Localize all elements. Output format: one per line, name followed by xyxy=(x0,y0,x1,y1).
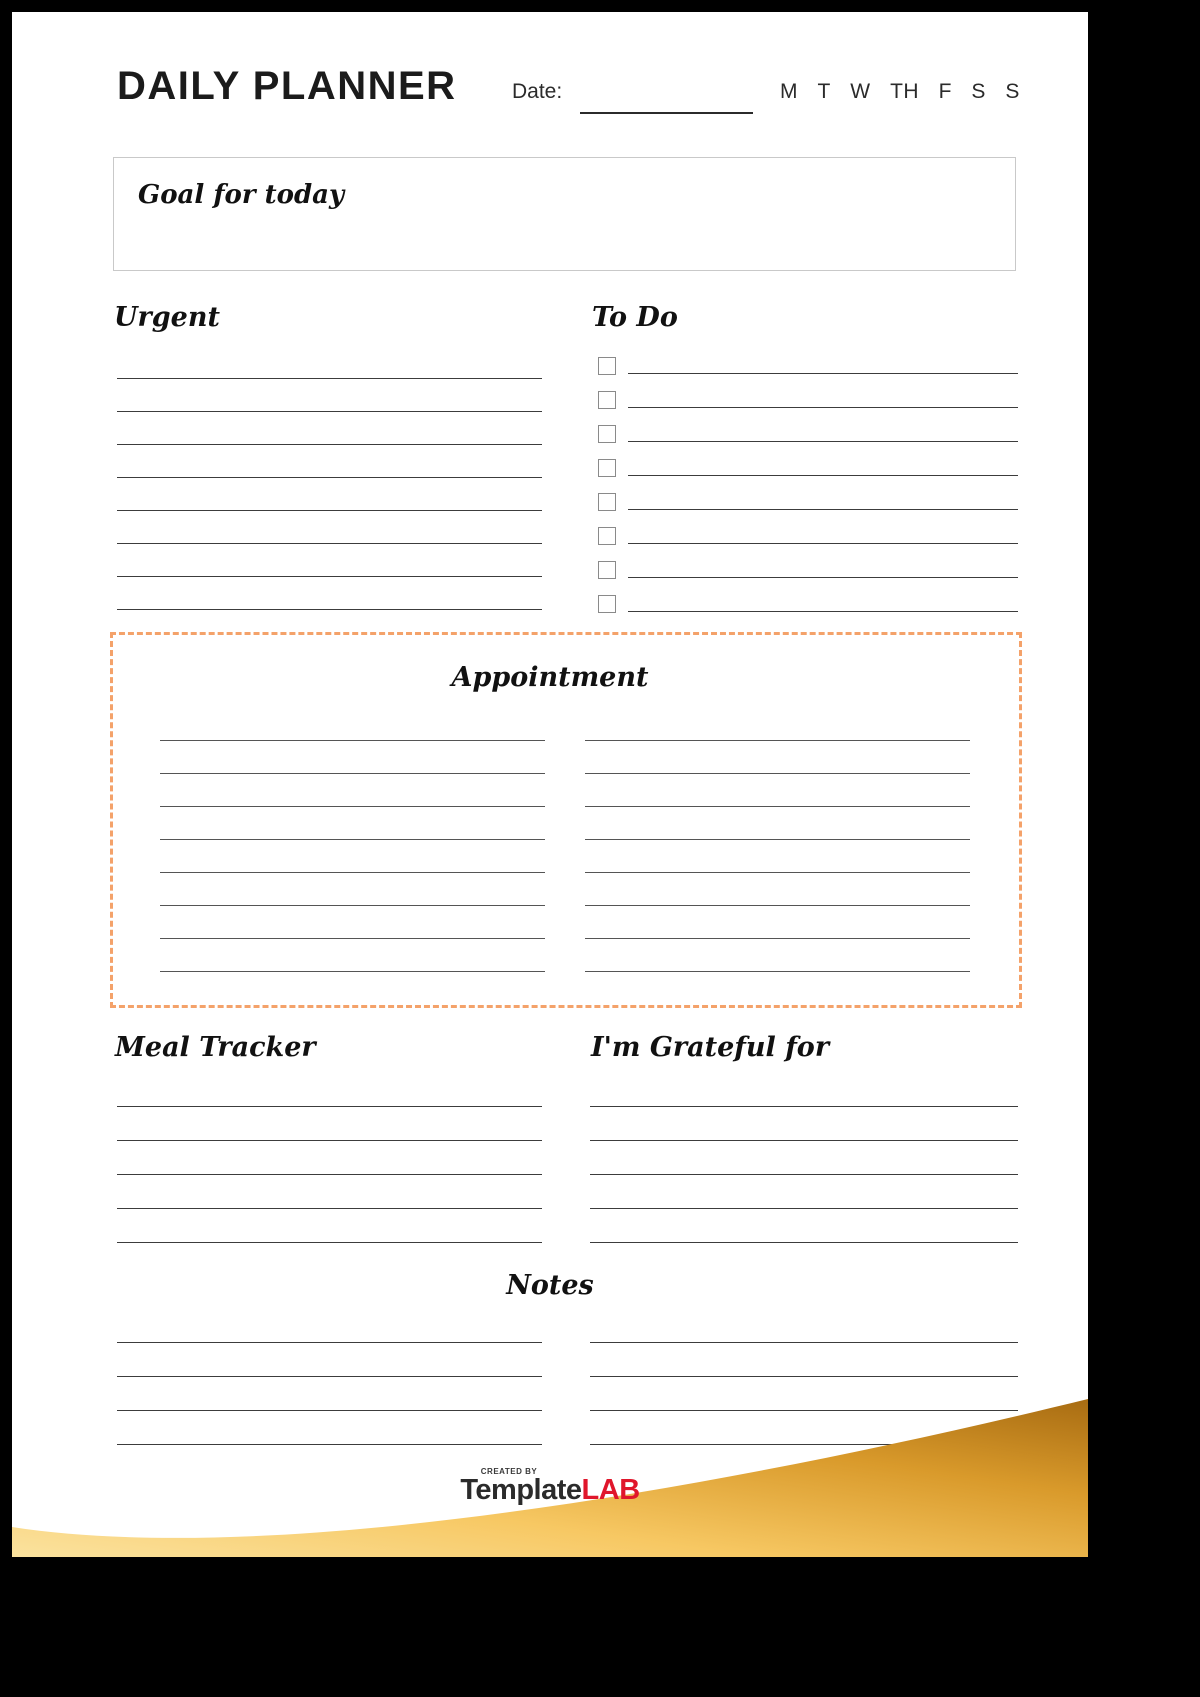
appointment-line-right[interactable] xyxy=(585,740,970,741)
appointment-line-right[interactable] xyxy=(585,938,970,939)
goal-for-today-label: Goal for today xyxy=(138,180,345,210)
urgent-line[interactable] xyxy=(117,609,542,610)
urgent-line[interactable] xyxy=(117,378,542,379)
todo-line[interactable] xyxy=(628,373,1018,374)
day-friday[interactable]: F xyxy=(938,80,952,103)
urgent-line[interactable] xyxy=(117,444,542,445)
todo-checkbox[interactable] xyxy=(598,425,616,443)
todo-checkbox[interactable] xyxy=(598,493,616,511)
logo-template-text: Template xyxy=(460,1474,582,1506)
notes-line-right[interactable] xyxy=(590,1342,1018,1343)
day-wednesday[interactable]: W xyxy=(850,80,871,103)
urgent-line[interactable] xyxy=(117,411,542,412)
urgent-line[interactable] xyxy=(117,543,542,544)
logo-created-by-label: CREATED BY xyxy=(480,1467,538,1476)
day-saturday[interactable]: S xyxy=(971,80,986,103)
appointment-heading: Appointment xyxy=(451,662,649,693)
weekday-selector xyxy=(780,80,1020,104)
appointment-line-right[interactable] xyxy=(585,872,970,873)
date-label: Date: xyxy=(512,80,563,103)
todo-checkbox[interactable] xyxy=(598,561,616,579)
grateful-line[interactable] xyxy=(590,1208,1018,1209)
meal-tracker-line[interactable] xyxy=(117,1106,542,1107)
meal-tracker-line[interactable] xyxy=(117,1140,542,1141)
planner-page xyxy=(12,12,1088,1557)
page-header xyxy=(12,64,1088,124)
day-tuesday[interactable]: T xyxy=(817,80,831,103)
date-input-line[interactable] xyxy=(580,112,753,114)
grateful-line[interactable] xyxy=(590,1106,1018,1107)
todo-checkbox[interactable] xyxy=(598,527,616,545)
todo-heading: To Do xyxy=(592,302,678,333)
appointment-line-left[interactable] xyxy=(160,872,545,873)
todo-checkbox[interactable] xyxy=(598,459,616,477)
todo-line[interactable] xyxy=(628,441,1018,442)
notes-line-left[interactable] xyxy=(117,1376,542,1377)
appointment-line-left[interactable] xyxy=(160,971,545,972)
urgent-line[interactable] xyxy=(117,576,542,577)
grateful-heading: I'm Grateful for xyxy=(591,1032,830,1063)
appointment-line-right[interactable] xyxy=(585,773,970,774)
grateful-line[interactable] xyxy=(590,1140,1018,1141)
appointment-line-right[interactable] xyxy=(585,971,970,972)
goal-for-today-box[interactable] xyxy=(113,157,1016,271)
urgent-line[interactable] xyxy=(117,477,542,478)
todo-checkbox[interactable] xyxy=(598,595,616,613)
day-sunday[interactable]: S xyxy=(1005,80,1020,103)
footer-logo xyxy=(12,1467,1088,1507)
notes-line-right[interactable] xyxy=(590,1376,1018,1377)
todo-checkbox[interactable] xyxy=(598,357,616,375)
todo-checkbox[interactable] xyxy=(598,391,616,409)
appointment-line-right[interactable] xyxy=(585,905,970,906)
meal-tracker-line[interactable] xyxy=(117,1242,542,1243)
urgent-line[interactable] xyxy=(117,510,542,511)
grateful-line[interactable] xyxy=(590,1174,1018,1175)
day-monday[interactable]: M xyxy=(780,80,798,103)
todo-line[interactable] xyxy=(628,543,1018,544)
logo-lab-text: LAB xyxy=(581,1474,640,1506)
meal-tracker-line[interactable] xyxy=(117,1174,542,1175)
todo-line[interactable] xyxy=(628,407,1018,408)
day-thursday[interactable]: TH xyxy=(890,80,920,103)
appointment-line-left[interactable] xyxy=(160,905,545,906)
todo-line[interactable] xyxy=(628,509,1018,510)
grateful-line[interactable] xyxy=(590,1242,1018,1243)
todo-line[interactable] xyxy=(628,577,1018,578)
appointment-line-left[interactable] xyxy=(160,806,545,807)
page-title: DAILY PLANNER xyxy=(117,64,457,108)
todo-line[interactable] xyxy=(628,611,1018,612)
todo-line[interactable] xyxy=(628,475,1018,476)
notes-heading: Notes xyxy=(506,1270,594,1301)
notes-line-left[interactable] xyxy=(117,1342,542,1343)
appointment-line-left[interactable] xyxy=(160,938,545,939)
appointment-line-left[interactable] xyxy=(160,773,545,774)
appointment-line-right[interactable] xyxy=(585,839,970,840)
appointment-line-left[interactable] xyxy=(160,839,545,840)
meal-tracker-line[interactable] xyxy=(117,1208,542,1209)
meal-tracker-heading: Meal Tracker xyxy=(115,1032,316,1063)
urgent-heading: Urgent xyxy=(114,302,220,333)
appointment-line-right[interactable] xyxy=(585,806,970,807)
appointment-line-left[interactable] xyxy=(160,740,545,741)
